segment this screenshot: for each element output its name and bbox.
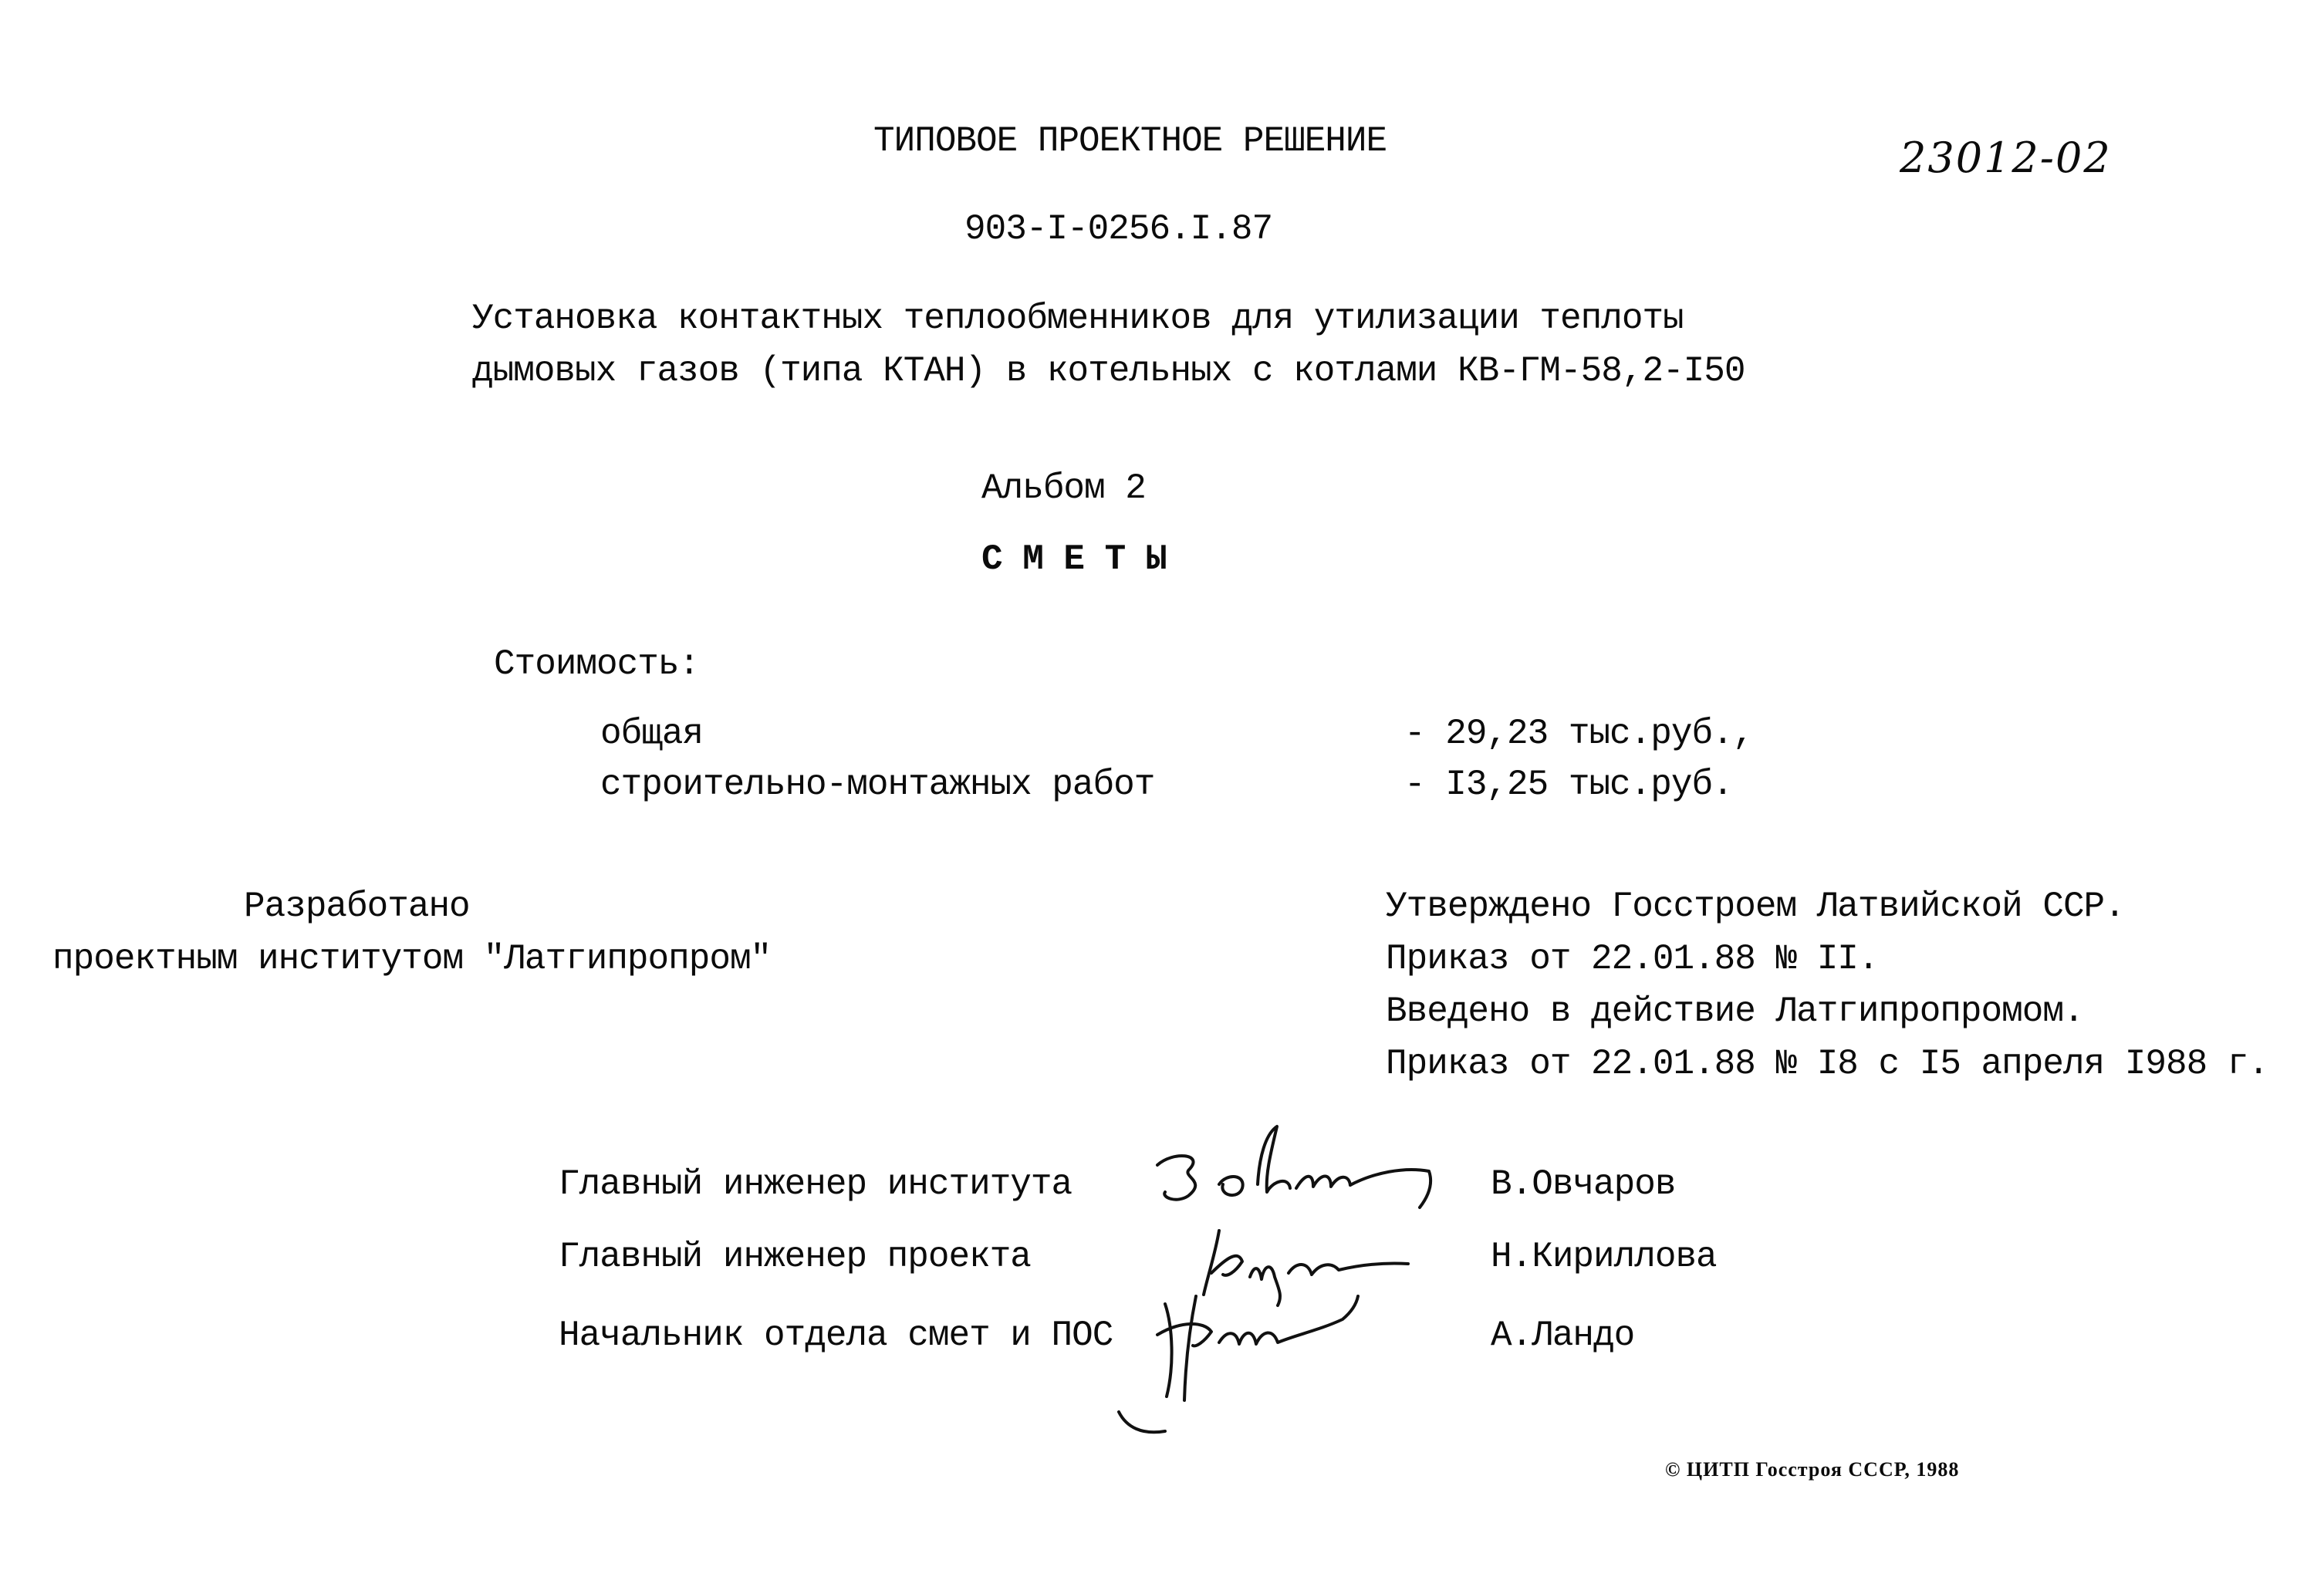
cost-construction-value: - I3,25 тыс.руб. [1404,765,1733,805]
signatory-role-2: Главный инженер проекта [559,1237,1031,1277]
cost-heading: Стоимость: [494,644,700,684]
cost-construction-label: строительно-монтажных работ [600,765,1155,805]
project-code: 903-I-0256.I.87 [964,209,1273,249]
album-label: Альбом 2 [981,468,1146,508]
project-description-line-1: Установка контактных теплообменников для утилизации теплоты [472,299,1684,339]
approved-order-1: Приказ от 22.01.88 № II. [1386,939,1879,979]
cost-total-value: - 29,23 тыс.руб., [1404,714,1754,754]
signatory-role-3: Начальник отдела смет и ПОС [559,1315,1113,1356]
developed-institute: проектным институтом "Латгипропром" [52,939,772,979]
signatory-role-1: Главный инженер института [559,1164,1072,1204]
approved-line-3: Введено в действие Латгипропромом. [1386,991,2084,1032]
approved-order-2: Приказ от 22.01.88 № I8 с I5 апреля I988 г. [1386,1044,2268,1084]
signatory-name-1: В.Овчаров [1491,1164,1676,1204]
document-title: ТИПОВОЕ ПРОЕКТНОЕ РЕШЕНИЕ [873,121,1387,161]
signatory-name-3: А.Ландо [1491,1315,1635,1356]
signature-3 [1111,1281,1420,1450]
developed-label: Разработано [244,886,470,927]
cost-total-label: общая [600,714,704,754]
copyright: © ЦИТП Госстроя СССР, 1988 [1665,1458,1960,1481]
signature-1 [1142,1111,1451,1227]
signatory-name-2: Н.Кириллова [1491,1237,1717,1277]
approved-line-1: Утверждено Госстроем Латвийской ССР. [1386,886,2125,927]
project-description-line-2: дымовых газов (типа КТАН) в котельных с котлами КВ-ГМ-58,2-I50 [472,351,1745,391]
inventory-number: 23012-02 [1900,133,2112,182]
section-title: С М Е Т Ы [981,539,1167,579]
